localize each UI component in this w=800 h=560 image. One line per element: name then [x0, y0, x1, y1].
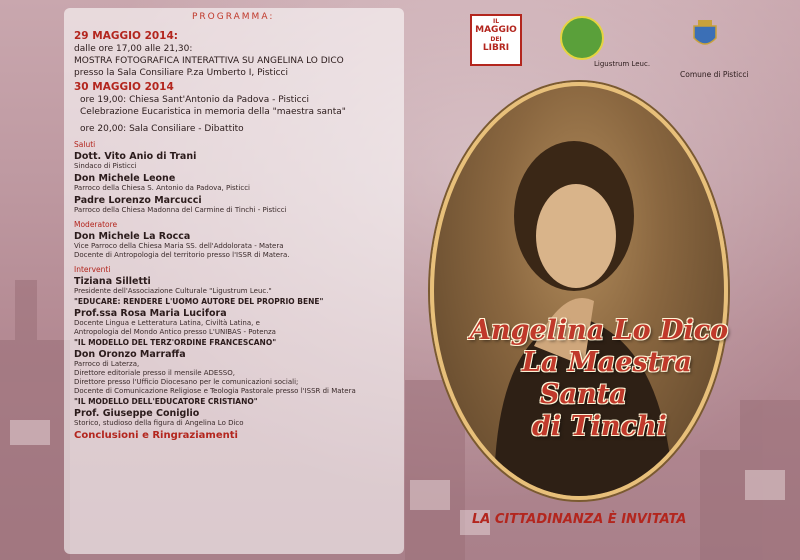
- saluti-role-3: Parroco della Chiesa Madonna del Carmine di Tinchi - Pisticci: [74, 206, 287, 214]
- intervento-2-quote: "IL MODELLO DEL TERZ'ORDINE FRANCESCANO": [74, 338, 277, 347]
- moderatore-name: Don Michele La Rocca: [74, 231, 191, 242]
- day1-date: 29 MAGGIO 2014:: [74, 30, 178, 42]
- invitation-text: LA CITTADINANZA È INVITATA: [472, 512, 687, 527]
- intervento-4-name: Prof. Giuseppe Coniglio: [74, 408, 200, 419]
- maggio-dei-libri-logo: IL MAGGIO DEI LIBRI: [470, 14, 522, 66]
- program-title: PROGRAMMA:: [192, 12, 275, 22]
- sponsor-logos: [470, 14, 770, 89]
- intervento-3-role-2: Direttore editoriale presso il mensile ADESSO,: [74, 369, 235, 377]
- title-block: [470, 315, 770, 443]
- program-column: [74, 12, 404, 441]
- moderatore-role-2: Docente di Antropologia del territorio presso l'ISSR di Matera.: [74, 251, 290, 259]
- ligustrum-text: Ligustrum Leuc.: [594, 60, 651, 68]
- intervento-2-role-2: Antropologia del Mondo Antico presso L'UNIBAS - Potenza: [74, 328, 276, 336]
- comune-text: Comune di Pisticci: [680, 70, 749, 79]
- title-line-2: La Maestra: [522, 347, 692, 378]
- intervento-1-role: Presidente dell'Associazione Culturale "Ligustrum Leuc.": [74, 287, 272, 295]
- intervento-3-role-3: Direttore presso l'Ufficio Diocesano per le comunicazioni sociali;: [74, 378, 299, 386]
- title-line-3: Santa: [540, 379, 627, 410]
- title-line-4: di Tinchi: [532, 411, 667, 442]
- moderatore-label: Moderatore: [74, 220, 118, 229]
- day2-line-1: ore 19,00: Chiesa Sant'Antonio da Padova - Pisticci: [80, 95, 310, 105]
- ligustrum-logo: [560, 16, 604, 60]
- saluti-name-3: Padre Lorenzo Marcucci: [74, 195, 202, 206]
- day2-line-3: ore 20,00: Sala Consiliare - Dibattito: [80, 124, 244, 134]
- day1-place: presso la Sala Consiliare P.za Umberto I, Pisticci: [74, 68, 288, 78]
- day2-date: 30 MAGGIO 2014: [74, 81, 174, 93]
- intervento-3-role-4: Docente di Comunicazione Religiose e Teologia Pastorale presso l'ISSR di Matera: [74, 387, 356, 395]
- saluti-role-1: Sindaco di Pisticci: [74, 162, 137, 170]
- intervento-1-quote: "EDUCARE: RENDERE L'UOMO AUTORE DEL PROPRIO BENE": [74, 297, 324, 306]
- saluti-name-1: Dott. Vito Anio di Trani: [74, 151, 197, 162]
- saluti-name-2: Don Michele Leone: [74, 173, 176, 184]
- intervento-2-role-1: Docente Lingua e Letteratura Latina, Civiltà Latina, e: [74, 319, 260, 327]
- intervento-2-name: Prof.ssa Rosa Maria Lucifora: [74, 308, 227, 319]
- conclusioni: Conclusioni e Ringraziamenti: [74, 430, 238, 441]
- interventi-label: Interventi: [74, 265, 111, 274]
- day1-event: MOSTRA FOTOGRAFICA INTERATTIVA SU ANGELINA LO DICO: [74, 56, 344, 66]
- comune-crest-icon: [692, 20, 718, 50]
- intervento-1-name: Tiziana Silletti: [74, 276, 151, 287]
- moderatore-role-1: Vice Parroco della Chiesa Maria SS. dell'Addolorata - Matera: [74, 242, 284, 250]
- title-line-1: Angelina Lo Dico: [470, 315, 729, 346]
- day2-line-2: Celebrazione Eucaristica in memoria della "maestra santa": [80, 107, 346, 117]
- intervento-3-role-1: Parroco di Laterza,: [74, 360, 140, 368]
- saluti-label: Saluti: [74, 140, 96, 149]
- day1-hours: dalle ore 17,00 alle 21,30:: [74, 44, 193, 54]
- saluti-role-2: Parroco della Chiesa S. Antonio da Padova, Pisticci: [74, 184, 250, 192]
- intervento-3-quote: "IL MODELLO DELL'EDUCATORE CRISTIANO": [74, 397, 258, 406]
- intervento-3-name: Don Oronzo Marraffa: [74, 349, 186, 360]
- intervento-4-role: Storico, studioso della figura di Angelina Lo Dico: [74, 419, 244, 427]
